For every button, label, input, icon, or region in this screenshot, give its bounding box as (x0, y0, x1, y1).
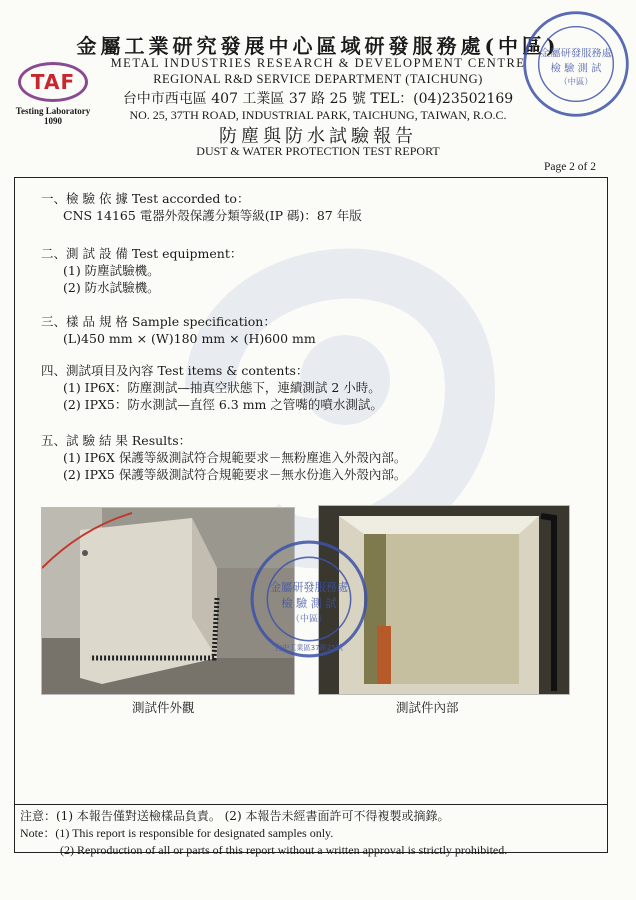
stamp-mid-line1: 金屬研發服務處 (269, 580, 349, 594)
section-line: (2) 防水試驗機。 (63, 280, 160, 295)
section-line: (L)450 mm × (W)180 mm × (H)600 mm (63, 331, 316, 346)
stamp-top-line2: 檢 驗 測 試 (550, 62, 602, 75)
section-heading: 三、樣 品 規 格 Sample specification： (41, 314, 276, 329)
section-test-basis (41, 190, 362, 224)
stamp-mid-bottom: 台中工業區37路25號 (275, 642, 343, 652)
section-results (41, 432, 406, 483)
notes-divider (14, 804, 608, 805)
page-number: Page 2 of 2 (543, 161, 596, 173)
org-name-zh: 金屬工業研究發展中心區域研發服務處(中區) (76, 34, 560, 58)
note-en-2: (2) Reproduction of all or parts of this report without a written approval is strictly prohibited. (60, 843, 508, 857)
address-en: NO. 25, 37TH ROAD, INDUSTRIAL PARK, TAICHUNG, TAIWAN, R.O.C. (129, 108, 507, 122)
note-en-1: Note：(1) This report is responsible for designated samples only. (20, 826, 334, 840)
section-line: (2) IPX5：防水測試—直徑 6.3 mm 之管嘴的噴水測試。 (63, 397, 383, 412)
report-title-en: DUST & WATER PROTECTION TEST REPORT (196, 144, 440, 158)
stamp-top-line3: （中區） (559, 76, 593, 87)
logo-lab-label: Testing Laboratory (15, 106, 91, 116)
section-line: CNS 14165 電器外殼保護分類等級(IP 碼)：87 年版 (63, 208, 362, 223)
section-line: (1) IP6X：防塵測試—抽真空狀態下，連續測試 2 小時。 (63, 380, 381, 395)
section-heading: 一、檢 驗 依 據 Test accorded to： (41, 191, 250, 206)
org-name-en: METAL INDUSTRIES RESEARCH & DEVELOPMENT CENTRE (110, 56, 526, 70)
taf-logo-text: TAF (30, 70, 76, 94)
note-zh: 注意：(1) 本報告僅對送檢樣品負責。 (2) 本報告未經書面許可不得複製或摘錄。 (20, 809, 450, 823)
report-title-zh: 防塵與防水試驗報告 (219, 126, 417, 147)
section-line: (1) IP6X 保護等級測試符合規範要求－無粉塵進入外殼內部。 (63, 450, 407, 465)
section-test-equipment (41, 245, 242, 296)
section-line: (1) 防塵試驗機。 (63, 263, 160, 278)
official-stamp-middle (248, 538, 370, 660)
section-line: (2) IPX5 保護等級測試符合規範要求－無水份進入外殼內部。 (63, 467, 407, 482)
logo-lab-number: 1090 (44, 116, 62, 126)
official-stamp-top (520, 8, 632, 120)
section-sample-spec (41, 313, 316, 347)
photo-caption-interior: 測試件內部 (396, 700, 459, 715)
stamp-mid-line2: 檢 驗 測 試 (281, 597, 337, 611)
section-heading: 四、測試項目及內容 Test items & contents： (41, 363, 309, 378)
section-heading: 五、試 驗 結 果 Results： (41, 433, 192, 448)
photo-caption-exterior: 測試件外觀 (132, 700, 195, 715)
address-zh: 台中市西屯區 407 工業區 37 路 25 號 TEL：(04)23502169 (122, 91, 514, 107)
stamp-top-line1: 金屬研發服務處 (540, 47, 612, 60)
org-dept-en: REGIONAL R&D SERVICE DEPARTMENT (TAICHUNG) (153, 72, 483, 86)
section-test-items (41, 362, 383, 413)
stamp-mid-line3: （中區） (290, 614, 328, 625)
section-heading: 二、測 試 設 備 Test equipment： (41, 246, 243, 261)
report-notes (20, 808, 507, 859)
